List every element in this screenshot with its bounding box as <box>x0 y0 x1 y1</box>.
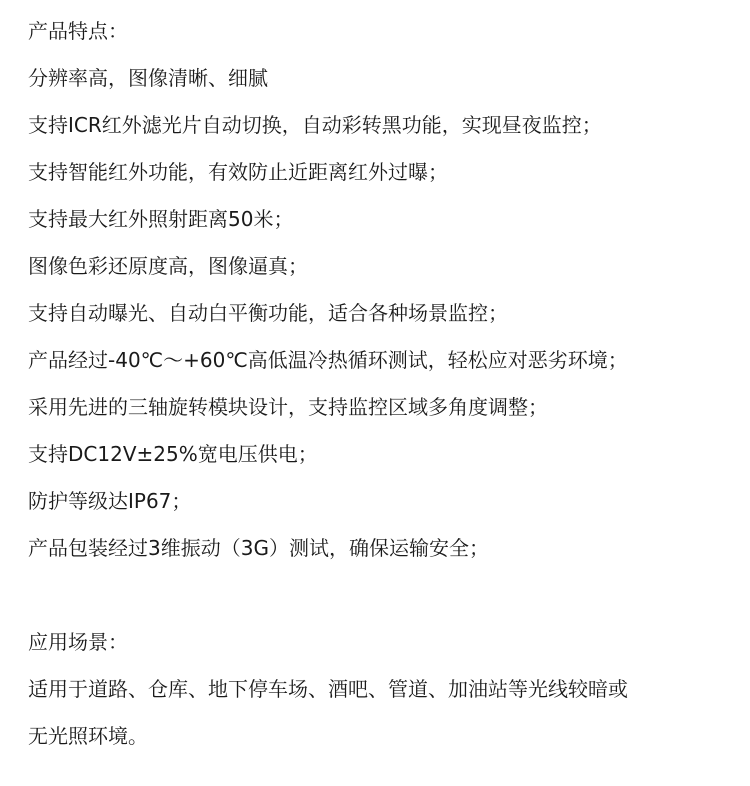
feature-item: 分辨率高，图像清晰、细腻 <box>28 66 268 90</box>
applications-heading: 应用场景： <box>28 630 128 654</box>
feature-item: 产品经过-40℃～+60℃高低温冷热循环测试，轻松应对恶劣环境； <box>28 348 628 372</box>
section-spacer <box>28 576 740 623</box>
feature-item: 采用先进的三轴旋转模块设计，支持监控区域多角度调整； <box>28 395 548 419</box>
feature-item: 支持智能红外功能，有效防止近距离红外过曝； <box>28 160 448 184</box>
feature-item: 产品包装经过3维振动（3G）测试，确保运输安全； <box>28 536 489 560</box>
application-line: 适用于道路、仓库、地下停车场、酒吧、管道、加油站等光线较暗或 <box>28 677 628 701</box>
feature-item: 防护等级达IP67； <box>28 489 192 513</box>
product-description <box>28 12 740 764</box>
feature-item: 支持DC12V±25%宽电压供电； <box>28 442 318 466</box>
feature-item: 图像色彩还原度高，图像逼真； <box>28 254 308 278</box>
application-line: 无光照环境。 <box>28 724 148 748</box>
feature-item: 支持ICR红外滤光片自动切换，自动彩转黑功能，实现昼夜监控； <box>28 113 602 137</box>
features-heading: 产品特点： <box>28 19 128 43</box>
feature-item: 支持自动曝光、自动白平衡功能，适合各种场景监控； <box>28 301 508 325</box>
feature-item: 支持最大红外照射距离50米； <box>28 207 294 231</box>
